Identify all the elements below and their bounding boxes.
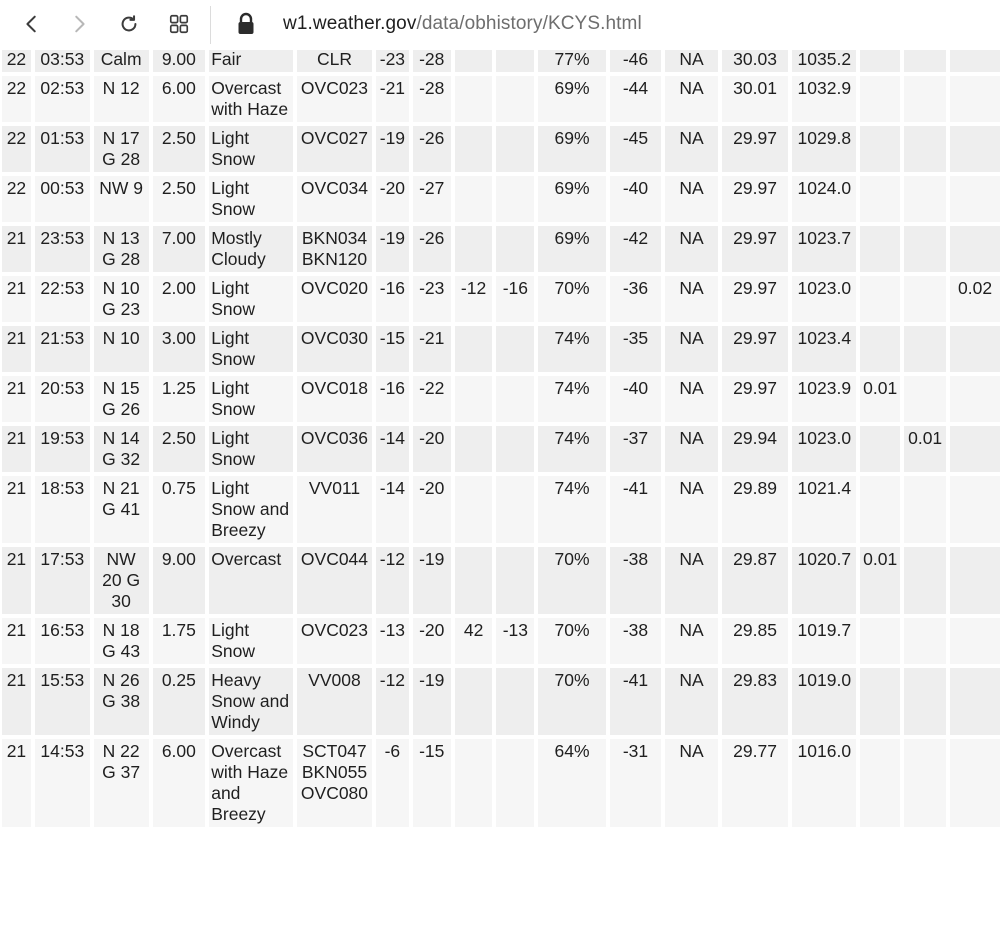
six-hour-min-cell [496,476,534,543]
six-hour-min-cell [496,76,534,122]
back-button[interactable] [14,6,50,42]
heat-index-cell: NA [665,276,718,322]
date-cell: 21 [2,618,31,664]
temperature-cell: -19 [376,226,409,272]
date-cell: 21 [2,739,31,827]
weather-cell: Light Snow [209,326,293,372]
dewpoint-cell: -23 [413,276,451,322]
sea-level-pressure-cell: 1023.0 [792,426,856,472]
heat-index-cell: NA [665,76,718,122]
precip-6hr-cell [950,547,1000,614]
time-cell: 15:53 [35,668,90,735]
sea-level-pressure-cell: 1016.0 [792,739,856,827]
wind-chill-cell: -45 [610,126,662,172]
visibility-cell: 1.25 [153,376,206,422]
wind-chill-cell: -38 [610,547,662,614]
six-hour-min-cell: -16 [496,276,534,322]
visibility-cell: 9.00 [153,50,206,72]
precip-3hr-cell [904,50,946,72]
wind-cell: N 22 G 37 [94,739,149,827]
time-cell: 22:53 [35,276,90,322]
table-row [2,618,1000,664]
address-bar[interactable] [283,13,642,35]
visibility-cell: 3.00 [153,326,206,372]
visibility-cell: 6.00 [153,739,206,827]
six-hour-min-cell [496,226,534,272]
precip-6hr-cell [950,76,1000,122]
date-cell: 21 [2,226,31,272]
time-cell: 02:53 [35,76,90,122]
sky-condition-cell: OVC023 [297,618,372,664]
weather-cell: Light Snow and Breezy [209,476,293,543]
date-cell: 21 [2,476,31,543]
precip-3hr-cell [904,176,946,222]
table-row [2,376,1000,422]
relative-humidity-cell: 70% [538,276,605,322]
six-hour-max-cell [455,226,493,272]
weather-cell: Light Snow [209,426,293,472]
sky-condition-cell: OVC034 [297,176,372,222]
grid-icon [168,13,190,35]
altimeter-cell: 30.03 [722,50,789,72]
temperature-cell: -13 [376,618,409,664]
precip-6hr-cell [950,376,1000,422]
time-cell: 18:53 [35,476,90,543]
observation-history-table [0,50,1004,831]
sea-level-pressure-cell: 1019.7 [792,618,856,664]
relative-humidity-cell: 74% [538,476,605,543]
six-hour-max-cell: -12 [455,276,493,322]
altimeter-cell: 29.87 [722,547,789,614]
altimeter-cell: 29.97 [722,326,789,372]
table-row [2,668,1000,735]
heat-index-cell: NA [665,547,718,614]
sky-condition-cell: OVC030 [297,326,372,372]
wind-chill-cell: -44 [610,76,662,122]
dewpoint-cell: -19 [413,547,451,614]
wind-cell: N 17 G 28 [94,126,149,172]
dewpoint-cell: -20 [413,618,451,664]
altimeter-cell: 29.97 [722,176,789,222]
six-hour-max-cell [455,376,493,422]
altimeter-cell: 29.97 [722,276,789,322]
dewpoint-cell: -21 [413,326,451,372]
table-row [2,739,1000,827]
weather-cell: Light Snow [209,126,293,172]
time-cell: 14:53 [35,739,90,827]
precip-1hr-cell: 0.01 [860,376,900,422]
table-row [2,426,1000,472]
temperature-cell: -21 [376,76,409,122]
date-cell: 21 [2,547,31,614]
sky-condition-cell: VV008 [297,668,372,735]
date-cell: 21 [2,426,31,472]
wind-chill-cell: -40 [610,376,662,422]
temperature-cell: -14 [376,476,409,543]
heat-index-cell: NA [665,376,718,422]
heat-index-cell: NA [665,426,718,472]
date-cell: 21 [2,326,31,372]
altimeter-cell: 29.97 [722,226,789,272]
forward-button[interactable] [61,6,97,42]
sky-condition-cell: OVC018 [297,376,372,422]
wind-chill-cell: -37 [610,426,662,472]
dewpoint-cell: -27 [413,176,451,222]
table-body [2,50,1000,827]
six-hour-min-cell [496,426,534,472]
sky-condition-cell: OVC020 [297,276,372,322]
sea-level-pressure-cell: 1019.0 [792,668,856,735]
precip-1hr-cell [860,426,900,472]
precip-6hr-cell [950,326,1000,372]
time-cell: 00:53 [35,176,90,222]
sea-level-pressure-cell: 1021.4 [792,476,856,543]
precip-1hr-cell [860,76,900,122]
precip-3hr-cell [904,76,946,122]
weather-cell: Light Snow [209,376,293,422]
url-host: w1.weather.gov [283,13,417,34]
precip-1hr-cell [860,668,900,735]
altimeter-cell: 29.83 [722,668,789,735]
time-cell: 19:53 [35,426,90,472]
temperature-cell: -12 [376,668,409,735]
precip-1hr-cell [860,618,900,664]
chevron-right-icon [68,13,90,35]
sea-level-pressure-cell: 1032.9 [792,76,856,122]
precip-1hr-cell: 0.01 [860,547,900,614]
precip-6hr-cell [950,476,1000,543]
weather-cell: Heavy Snow and Windy [209,668,293,735]
relative-humidity-cell: 69% [538,176,605,222]
sky-condition-cell: VV011 [297,476,372,543]
dewpoint-cell: -26 [413,126,451,172]
wind-cell: N 13 G 28 [94,226,149,272]
wind-chill-cell: -46 [610,50,662,72]
temperature-cell: -16 [376,276,409,322]
observation-history-table-region [0,50,1006,942]
lock-icon[interactable] [236,12,256,36]
precip-6hr-cell [950,739,1000,827]
wind-chill-cell: -40 [610,176,662,222]
wind-cell: N 10 G 23 [94,276,149,322]
temperature-cell: -16 [376,376,409,422]
visibility-cell: 7.00 [153,226,206,272]
visibility-cell: 6.00 [153,76,206,122]
table-row [2,76,1000,122]
time-cell: 17:53 [35,547,90,614]
precip-1hr-cell [860,50,900,72]
six-hour-max-cell [455,176,493,222]
six-hour-max-cell [455,76,493,122]
temperature-cell: -14 [376,426,409,472]
weather-cell: Light Snow [209,618,293,664]
wind-chill-cell: -38 [610,618,662,664]
precip-6hr-cell: 0.02 [950,276,1000,322]
six-hour-max-cell [455,326,493,372]
altimeter-cell: 29.97 [722,376,789,422]
precip-6hr-cell [950,668,1000,735]
weather-cell: Overcast with Haze and Breezy [209,739,293,827]
sky-condition-cell: OVC044 [297,547,372,614]
wind-cell: N 10 [94,326,149,372]
heat-index-cell: NA [665,618,718,664]
table-row [2,547,1000,614]
temperature-cell: -15 [376,326,409,372]
precip-3hr-cell [904,376,946,422]
sea-level-pressure-cell: 1035.2 [792,50,856,72]
weather-cell: Overcast [209,547,293,614]
relative-humidity-cell: 70% [538,618,605,664]
visibility-cell: 0.25 [153,668,206,735]
reload-icon [118,13,140,35]
wind-cell: N 26 G 38 [94,668,149,735]
wind-chill-cell: -41 [610,668,662,735]
wind-cell: N 14 G 32 [94,426,149,472]
precip-1hr-cell [860,276,900,322]
date-cell: 21 [2,276,31,322]
date-cell: 22 [2,126,31,172]
chevron-left-icon [21,13,43,35]
precip-6hr-cell [950,226,1000,272]
wind-chill-cell: -41 [610,476,662,543]
relative-humidity-cell: 74% [538,326,605,372]
heat-index-cell: NA [665,476,718,543]
six-hour-min-cell [496,547,534,614]
visibility-cell: 1.75 [153,618,206,664]
precip-3hr-cell: 0.01 [904,426,946,472]
wind-cell: NW 9 [94,176,149,222]
wind-cell: NW 20 G 30 [94,547,149,614]
precip-6hr-cell [950,426,1000,472]
table-row [2,476,1000,543]
precip-3hr-cell [904,326,946,372]
sea-level-pressure-cell: 1023.9 [792,376,856,422]
six-hour-min-cell [496,176,534,222]
sky-condition-cell: SCT047 BKN055 OVC080 [297,739,372,827]
six-hour-max-cell [455,50,493,72]
precip-1hr-cell [860,739,900,827]
six-hour-min-cell [496,326,534,372]
wind-cell: N 15 G 26 [94,376,149,422]
precip-3hr-cell [904,476,946,543]
dewpoint-cell: -20 [413,426,451,472]
relative-humidity-cell: 74% [538,376,605,422]
wind-chill-cell: -42 [610,226,662,272]
dewpoint-cell: -22 [413,376,451,422]
six-hour-max-cell: 42 [455,618,493,664]
wind-cell: N 12 [94,76,149,122]
sea-level-pressure-cell: 1023.0 [792,276,856,322]
wind-cell: Calm [94,50,149,72]
sea-level-pressure-cell: 1023.4 [792,326,856,372]
sea-level-pressure-cell: 1024.0 [792,176,856,222]
table-row [2,326,1000,372]
precip-1hr-cell [860,226,900,272]
visibility-cell: 9.00 [153,547,206,614]
six-hour-max-cell [455,668,493,735]
sea-level-pressure-cell: 1020.7 [792,547,856,614]
six-hour-max-cell [455,739,493,827]
date-cell: 22 [2,176,31,222]
heat-index-cell: NA [665,50,718,72]
heat-index-cell: NA [665,739,718,827]
altimeter-cell: 29.85 [722,618,789,664]
precip-3hr-cell [904,276,946,322]
table-row [2,50,1000,72]
six-hour-max-cell [455,476,493,543]
time-cell: 16:53 [35,618,90,664]
temperature-cell: -6 [376,739,409,827]
browser-toolbar [0,0,1006,50]
relative-humidity-cell: 74% [538,426,605,472]
reload-button[interactable] [111,6,147,42]
tab-grid-button[interactable] [161,6,197,42]
time-cell: 21:53 [35,326,90,372]
six-hour-max-cell [455,126,493,172]
visibility-cell: 2.50 [153,126,206,172]
sea-level-pressure-cell: 1029.8 [792,126,856,172]
six-hour-min-cell [496,668,534,735]
date-cell: 21 [2,376,31,422]
dewpoint-cell: -28 [413,76,451,122]
relative-humidity-cell: 69% [538,76,605,122]
relative-humidity-cell: 69% [538,226,605,272]
precip-3hr-cell [904,126,946,172]
time-cell: 20:53 [35,376,90,422]
sky-condition-cell: OVC036 [297,426,372,472]
visibility-cell: 2.50 [153,426,206,472]
weather-cell: Fair [209,50,293,72]
time-cell: 01:53 [35,126,90,172]
six-hour-max-cell [455,426,493,472]
precip-3hr-cell [904,618,946,664]
altimeter-cell: 29.97 [722,126,789,172]
dewpoint-cell: -26 [413,226,451,272]
time-cell: 03:53 [35,50,90,72]
relative-humidity-cell: 70% [538,668,605,735]
dewpoint-cell: -15 [413,739,451,827]
sky-condition-cell: OVC023 [297,76,372,122]
wind-cell: N 21 G 41 [94,476,149,543]
six-hour-min-cell [496,50,534,72]
date-cell: 22 [2,76,31,122]
altimeter-cell: 29.94 [722,426,789,472]
wind-chill-cell: -31 [610,739,662,827]
precip-3hr-cell [904,739,946,827]
precip-3hr-cell [904,547,946,614]
temperature-cell: -23 [376,50,409,72]
visibility-cell: 2.00 [153,276,206,322]
table-row [2,276,1000,322]
six-hour-min-cell [496,739,534,827]
weather-cell: Mostly Cloudy [209,226,293,272]
wind-cell: N 18 G 43 [94,618,149,664]
visibility-cell: 0.75 [153,476,206,543]
precip-1hr-cell [860,476,900,543]
precip-6hr-cell [950,50,1000,72]
precip-1hr-cell [860,126,900,172]
six-hour-max-cell [455,547,493,614]
altimeter-cell: 29.77 [722,739,789,827]
precip-1hr-cell [860,176,900,222]
six-hour-min-cell [496,376,534,422]
table-row [2,126,1000,172]
sky-condition-cell: OVC027 [297,126,372,172]
relative-humidity-cell: 69% [538,126,605,172]
precip-6hr-cell [950,126,1000,172]
url-path: /data/obhistory/KCYS.html [416,13,642,34]
temperature-cell: -12 [376,547,409,614]
heat-index-cell: NA [665,176,718,222]
dewpoint-cell: -28 [413,50,451,72]
toolbar-divider [210,6,211,44]
six-hour-min-cell [496,126,534,172]
precip-3hr-cell [904,226,946,272]
date-cell: 22 [2,50,31,72]
relative-humidity-cell: 70% [538,547,605,614]
weather-cell: Light Snow [209,176,293,222]
altimeter-cell: 29.89 [722,476,789,543]
temperature-cell: -19 [376,126,409,172]
table-row [2,176,1000,222]
time-cell: 23:53 [35,226,90,272]
dewpoint-cell: -19 [413,668,451,735]
precip-6hr-cell [950,618,1000,664]
heat-index-cell: NA [665,668,718,735]
heat-index-cell: NA [665,326,718,372]
visibility-cell: 2.50 [153,176,206,222]
relative-humidity-cell: 77% [538,50,605,72]
heat-index-cell: NA [665,226,718,272]
precip-3hr-cell [904,668,946,735]
sky-condition-cell: CLR [297,50,372,72]
table-row [2,226,1000,272]
weather-cell: Light Snow [209,276,293,322]
relative-humidity-cell: 64% [538,739,605,827]
wind-chill-cell: -36 [610,276,662,322]
wind-chill-cell: -35 [610,326,662,372]
date-cell: 21 [2,668,31,735]
weather-cell: Overcast with Haze [209,76,293,122]
six-hour-min-cell: -13 [496,618,534,664]
dewpoint-cell: -20 [413,476,451,543]
sea-level-pressure-cell: 1023.7 [792,226,856,272]
precip-1hr-cell [860,326,900,372]
temperature-cell: -20 [376,176,409,222]
sky-condition-cell: BKN034 BKN120 [297,226,372,272]
precip-6hr-cell [950,176,1000,222]
altimeter-cell: 30.01 [722,76,789,122]
heat-index-cell: NA [665,126,718,172]
